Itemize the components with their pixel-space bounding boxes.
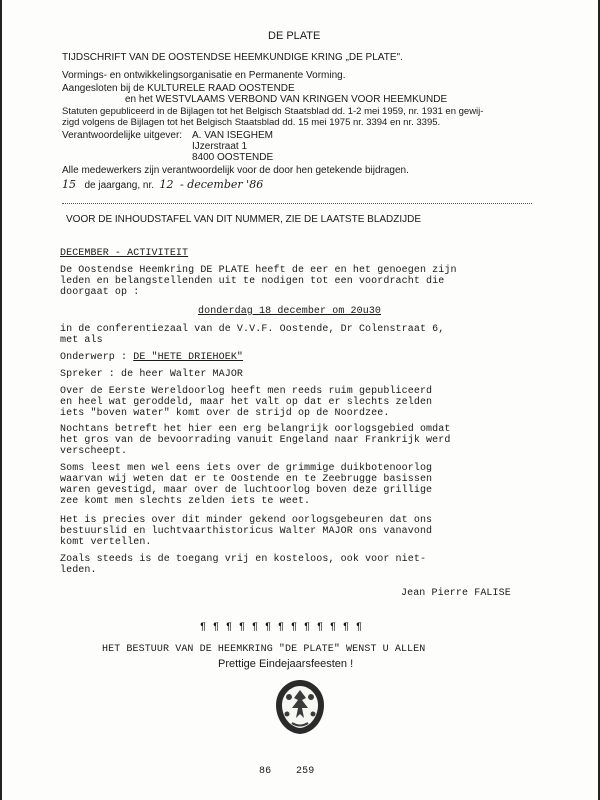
toc-notice: VOOR DE INHOUDSTAFEL VAN DIT NUMMER, ZIE DE LAATSTE BLADZIJDE [66, 214, 422, 225]
paragraph-1 [60, 386, 550, 419]
issue-line [62, 179, 263, 192]
left-scan-border [0, 0, 2, 800]
paragraph-5 [60, 554, 550, 576]
publisher-street: IJzerstraat 1 [192, 141, 248, 152]
page-number-left: 86 [259, 766, 272, 777]
publisher-label: Verantwoordelijke uitgever: [62, 130, 183, 141]
paragraph-4 [60, 515, 550, 548]
disclaimer: Alle medewerkers zijn verantwoordelijk voor de door hen getekende bijdragen. [62, 165, 409, 176]
issue-volume-handwritten: 15 [62, 178, 76, 191]
statutes-line-1: Statuten gepubliceerd in de Bijlagen tot het Belgisch Staatsblad dd. 1-2 mei 1959, nr. 1931 en gewij- [62, 106, 484, 117]
pilcrow-divider: ¶ ¶ ¶ ¶ ¶ ¶ ¶ ¶ ¶ ¶ ¶ ¶ ¶ [200, 622, 363, 633]
page-number-right: 259 [296, 766, 315, 777]
paragraph-line: Zoals steeds is de toegang vrij en kosteloos, ook voor niet- [60, 554, 427, 565]
affiliation-line-1: Aangesloten bij de KULTURELE RAAD OOSTENDE [62, 83, 295, 94]
paragraph-line: waren gevestigd, maar over de luchtoorlog boven deze grillige [60, 485, 433, 496]
intro-line: De Oostendse Heemkring DE PLATE heeft de eer en het genoegen zijn [60, 265, 457, 276]
ornament-emblem-icon [272, 678, 328, 736]
speaker-line: Spreker : de heer Walter MAJOR [60, 369, 244, 380]
paragraph-line: Het is precies over dit minder gekend oorlogsgebeuren dat ons [60, 515, 433, 526]
paragraph-line: komt vertellen. [60, 537, 152, 548]
paragraph-line: Nochtans betreft het hier een erg belangrijk oorlogsgebied omdat [60, 424, 451, 435]
subject-line [60, 352, 243, 363]
paragraph-line: leden. [60, 565, 97, 576]
paragraph-line: verscheept. [60, 446, 128, 457]
paragraph-line: iets "boven water" komt over de strijd op de Noordzee. [60, 408, 390, 419]
intro-line: doorgaat op : [60, 287, 140, 298]
paragraph-line: het gros van de bevoorrading vanuit Engeland naar Frankrijk werd [60, 435, 451, 446]
season-wish: HET BESTUUR VAN DE HEEMKRING "DE PLATE" WENST U ALLEN [102, 644, 426, 655]
masthead-divider [62, 203, 532, 204]
statutes-line-2: zigd volgens de Bijlagen tot het Belgisch Staatsblad dd. 15 mei 1975 nr. 3394 en nr. 3395. [62, 117, 441, 128]
journal-title: DE PLATE [268, 30, 321, 42]
issue-number-handwritten: 12 [159, 178, 174, 191]
publisher-city: 8400 OOSTENDE [192, 152, 274, 163]
paragraph-line: Soms leest men wel eens iets over de grimmige duikbotenoorlog [60, 463, 433, 474]
subject-value: DE "HETE DRIEHOEK" [133, 352, 244, 363]
paragraph-line: en heel wat geroddeld, maar het valt op dat er slechts zelden [60, 397, 433, 408]
signature: Jean Pierre FALISE [401, 588, 511, 599]
intro-paragraph [60, 265, 550, 298]
subject-label: Onderwerp : [60, 352, 134, 363]
paragraph-3 [60, 463, 550, 507]
paragraph-line: waarvan wij weten dat er te Oostende en te Zeebrugge basissen [60, 474, 433, 485]
event-date: donderdag 18 december om 20u30 [198, 306, 382, 317]
article-heading: DECEMBER - ACTIVITEIT [60, 248, 189, 259]
intro-line: leden en belangstellenden uit te nodigen tot een voordracht die [60, 276, 445, 287]
publisher-name: A. VAN ISEGHEM [192, 130, 273, 141]
venue-paragraph [60, 324, 550, 346]
venue-line: in de conferentiezaal van de V.V.F. Oostende, Dr Colenstraat 6, [60, 324, 445, 335]
org-line: Vormings- en ontwikkelingsorganisatie en Permanente Vorming. [62, 70, 346, 81]
paragraph-2 [60, 424, 550, 457]
venue-line: met als [60, 335, 103, 346]
season-greeting: Prettige Eindejaarsfeesten ! [218, 658, 354, 670]
paragraph-line: bestuurslid en luchtvaarthistoricus Walter MAJOR ons vanavond [60, 526, 433, 537]
paragraph-line: zee komt men slechts zelden iets te weet. [60, 496, 311, 507]
issue-label: de jaargang, nr. [84, 180, 154, 191]
paragraph-line: Over de Eerste Wereldoorlog heeft men reeds ruim gepubliceerd [60, 386, 433, 397]
affiliation-line-2: en het WESTVLAAMS VERBOND VAN KRINGEN VOOR HEEMKUNDE [125, 94, 448, 105]
issue-month-handwritten: - december '86 [180, 178, 264, 191]
journal-subtitle: TIJDSCHRIFT VAN DE OOSTENDSE HEEMKUNDIGE KRING „DE PLATE". [62, 52, 403, 63]
